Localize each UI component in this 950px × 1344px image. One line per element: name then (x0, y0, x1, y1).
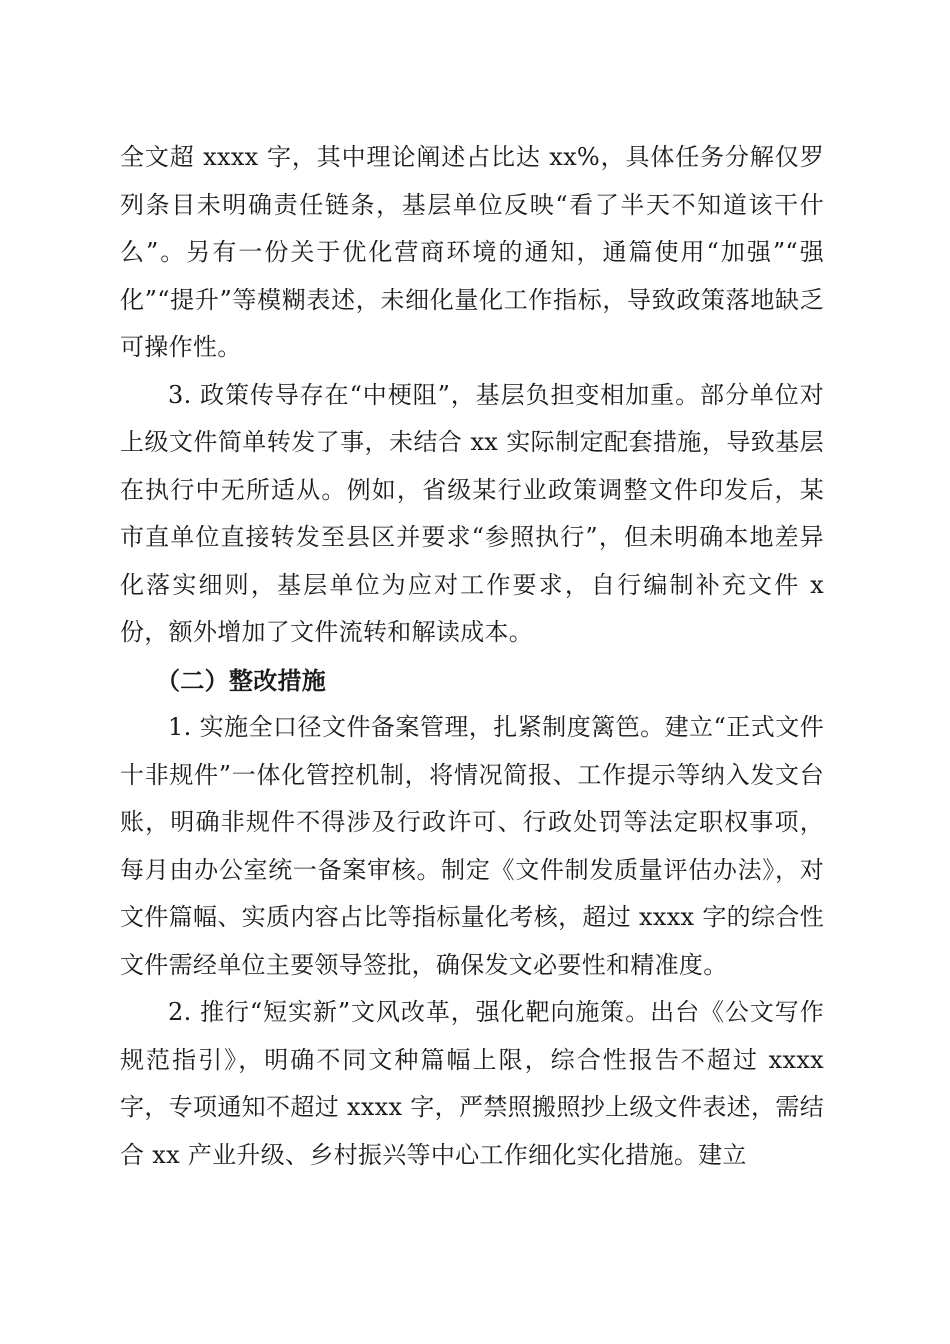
paragraph-item-3-policy-transmission: 3. 政策传导存在“中梗阻”，基层负担变相加重。部分单位对上级文件简单转发了事，未结合 xx 实际制定配套措施，导致基层在执行中无所适从。例如，省级某行业政策调整文件印发后，某市直单位直接转发至县区并要求“参照执行”，但未明确本地差异化落实细则，基层单位为应对工作要求，自行编制补充文件 x 份，额外增加了文件流转和解读成本。 (120, 380, 824, 646)
document-body (120, 134, 824, 1179)
paragraph-continuation: 全文超 xxxx 字，其中理论阐述占比达 xx%，具体任务分解仅罗列条目未明确责任链条，基层单位反映“看了半天不知道该干什么”。另有一份关于优化营商环境的通知，通篇使用“加强”“强化”“提升”等模糊表述，未细化量化工作指标，导致政策落地缺乏可操作性。 (120, 143, 824, 361)
paragraph-item-1-document-filing: 1. 实施全口径文件备案管理，扎紧制度篱笆。建立“正式文件十非规件”一体化管控机制，将情况简报、工作提示等纳入发文台账，明确非规件不得涉及行政许可、行政处罚等法定职权事项，每月由办公室统一备案审核。制定《文件制发质量评估办法》，对文件篇幅、实质内容占比等指标量化考核，超过 xxxx 字的综合性文件需经单位主要领导签批，确保发文必要性和精准度。 (120, 713, 824, 979)
section-heading-rectification-measures: （二）整改措施 (156, 665, 327, 695)
paragraph-item-2-writing-style-reform: 2. 推行“短实新”文风改革，强化靶向施策。出台《公文写作规范指引》，明确不同文种篇幅上限，综合性报告不超过 xxxx 字，专项通知不超过 xxxx 字，严禁照搬照抄上级文件表述，需结合 xx 产业升级、乡村振兴等中心工作细化实化措施。建立 (120, 998, 824, 1169)
